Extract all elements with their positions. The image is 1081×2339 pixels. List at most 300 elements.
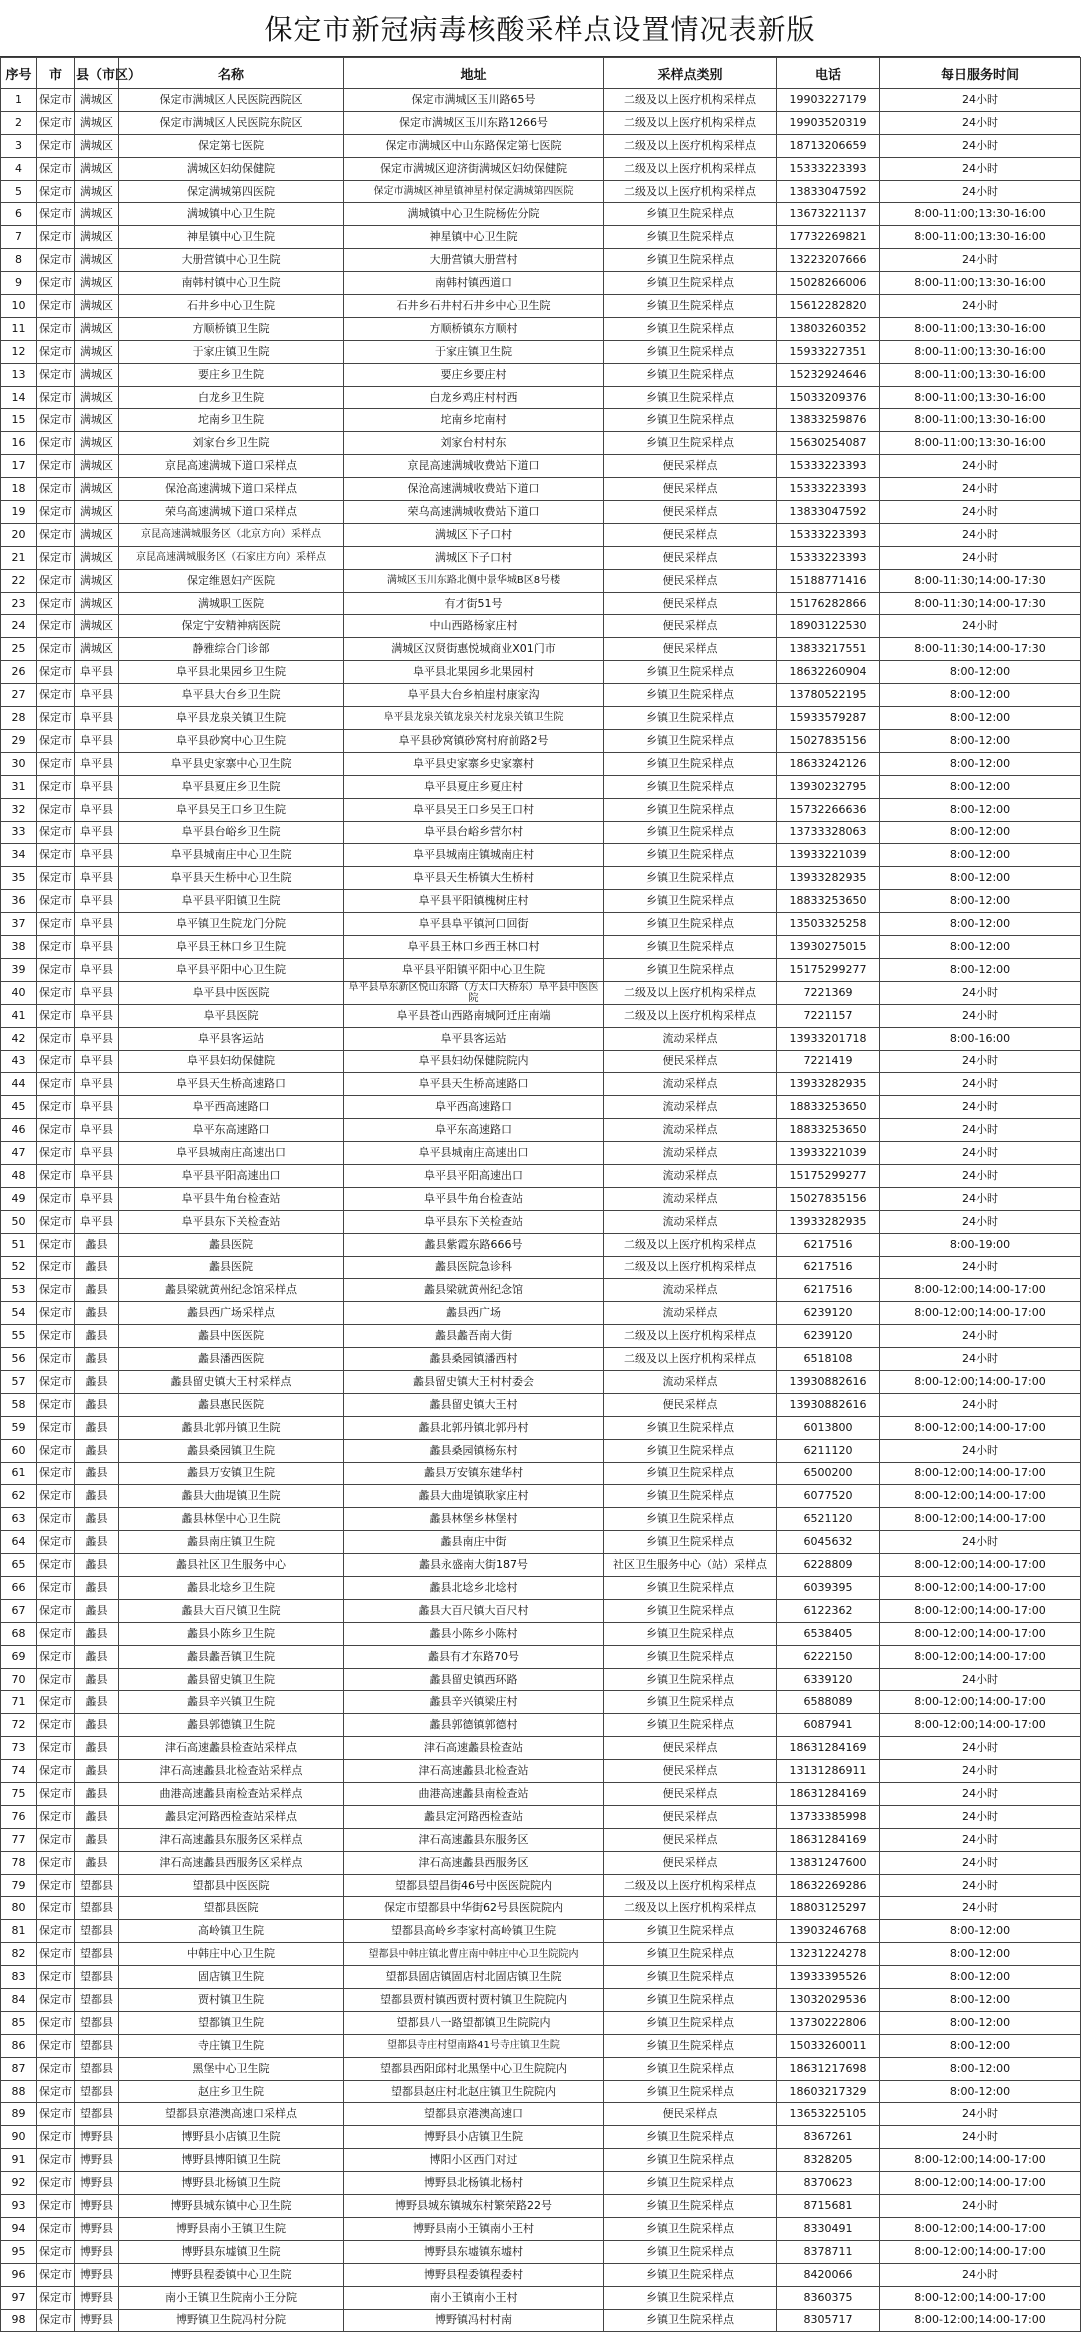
cell-hours: 24小时 <box>880 1073 1081 1096</box>
cell-hours: 8:00-12:00 <box>880 684 1081 707</box>
cell-name: 蠡县留史镇大王村采样点 <box>119 1370 344 1393</box>
cell-name: 蠡县医院 <box>119 1256 344 1279</box>
cell-address: 望都县贾村镇西贾村贾村镇卫生院院内 <box>344 1989 604 2012</box>
cell-hours: 8:00-12:00 <box>880 867 1081 890</box>
table-row <box>1 615 1081 638</box>
cell-type: 乡镇卫生院采样点 <box>604 432 777 455</box>
cell-name: 津石高速蠡县北检查站采样点 <box>119 1760 344 1783</box>
cell-hours: 8:00-12:00;14:00-17:00 <box>880 1462 1081 1485</box>
cell-address: 坨南乡坨南村 <box>344 409 604 432</box>
table-row <box>1 523 1081 546</box>
cell-county: 满城区 <box>75 455 119 478</box>
cell-address: 蠡县万安镇东建华村 <box>344 1462 604 1485</box>
cell-address: 阜平县妇幼保健院院内 <box>344 1050 604 1073</box>
cell-hours: 24小时 <box>880 1142 1081 1165</box>
table-row <box>1 661 1081 684</box>
cell-phone: 18713206659 <box>777 134 880 157</box>
cell-county: 蠡县 <box>75 1714 119 1737</box>
cell-city: 保定市 <box>37 2286 75 2309</box>
cell-hours: 24小时 <box>880 615 1081 638</box>
cell-city: 保定市 <box>37 111 75 134</box>
cell-phone: 6039395 <box>777 1577 880 1600</box>
cell-index: 65 <box>1 1554 37 1577</box>
table-row <box>1 1439 1081 1462</box>
cell-phone: 13933221039 <box>777 844 880 867</box>
cell-county: 阜平县 <box>75 867 119 890</box>
cell-address: 荣乌高速满城收费站下道口 <box>344 501 604 524</box>
cell-phone: 13930882616 <box>777 1393 880 1416</box>
cell-index: 51 <box>1 1233 37 1256</box>
cell-name: 保定宁安精神病医院 <box>119 615 344 638</box>
cell-city: 保定市 <box>37 1874 75 1897</box>
cell-county: 博野县 <box>75 2172 119 2195</box>
cell-type: 乡镇卫生院采样点 <box>604 295 777 318</box>
cell-county: 蠡县 <box>75 1279 119 1302</box>
cell-phone: 6045632 <box>777 1531 880 1554</box>
cell-address: 阜平县夏庄乡夏庄村 <box>344 775 604 798</box>
cell-phone: 13930275015 <box>777 935 880 958</box>
cell-city: 保定市 <box>37 455 75 478</box>
cell-city: 保定市 <box>37 638 75 661</box>
cell-index: 71 <box>1 1691 37 1714</box>
table-row <box>1 1668 1081 1691</box>
cell-phone: 6538405 <box>777 1622 880 1645</box>
cell-address: 阜平县天生桥高速路口 <box>344 1073 604 1096</box>
cell-index: 50 <box>1 1210 37 1233</box>
cell-type: 乡镇卫生院采样点 <box>604 1439 777 1462</box>
cell-address: 中山西路杨家庄村 <box>344 615 604 638</box>
cell-city: 保定市 <box>37 729 75 752</box>
cell-city: 保定市 <box>37 775 75 798</box>
cell-city: 保定市 <box>37 89 75 112</box>
cell-address: 蠡县小陈乡小陈村 <box>344 1622 604 1645</box>
cell-type: 乡镇卫生院采样点 <box>604 2011 777 2034</box>
cell-phone: 6222150 <box>777 1645 880 1668</box>
cell-hours: 8:00-11:00;13:30-16:00 <box>880 272 1081 295</box>
table-row <box>1 890 1081 913</box>
cell-county: 蠡县 <box>75 1577 119 1600</box>
cell-name: 阜平县天生桥高速路口 <box>119 1073 344 1096</box>
table-row <box>1 89 1081 112</box>
cell-hours: 8:00-12:00;14:00-17:00 <box>880 1599 1081 1622</box>
cell-phone: 18833253650 <box>777 1119 880 1142</box>
cell-city: 保定市 <box>37 203 75 226</box>
cell-hours: 24小时 <box>880 1119 1081 1142</box>
cell-name: 大册营镇中心卫生院 <box>119 249 344 272</box>
cell-type: 乡镇卫生院采样点 <box>604 340 777 363</box>
cell-index: 61 <box>1 1462 37 1485</box>
cell-name: 蠡县郭德镇卫生院 <box>119 1714 344 1737</box>
cell-city: 保定市 <box>37 958 75 981</box>
cell-phone: 15027835156 <box>777 729 880 752</box>
cell-type: 二级及以上医疗机构采样点 <box>604 157 777 180</box>
cell-name: 满城区妇幼保健院 <box>119 157 344 180</box>
cell-index: 19 <box>1 501 37 524</box>
cell-address: 博野县程委镇程委村 <box>344 2263 604 2286</box>
cell-phone: 13833047592 <box>777 501 880 524</box>
table-row <box>1 1119 1081 1142</box>
cell-index: 68 <box>1 1622 37 1645</box>
cell-name: 蠡县小陈乡卫生院 <box>119 1622 344 1645</box>
cell-city: 保定市 <box>37 615 75 638</box>
cell-county: 博野县 <box>75 2240 119 2263</box>
cell-phone: 15333223393 <box>777 455 880 478</box>
cell-county: 满城区 <box>75 478 119 501</box>
cell-hours: 8:00-12:00;14:00-17:00 <box>880 1416 1081 1439</box>
cell-index: 44 <box>1 1073 37 1096</box>
cell-name: 蠡县留史镇卫生院 <box>119 1668 344 1691</box>
cell-phone: 13933282935 <box>777 867 880 890</box>
cell-hours: 24小时 <box>880 1439 1081 1462</box>
cell-city: 保定市 <box>37 1279 75 1302</box>
table-row <box>1 844 1081 867</box>
cell-name: 于家庄镇卫生院 <box>119 340 344 363</box>
cell-city: 保定市 <box>37 2057 75 2080</box>
table-row <box>1 1050 1081 1073</box>
cell-name: 阜平县夏庄乡卫生院 <box>119 775 344 798</box>
cell-index: 53 <box>1 1279 37 1302</box>
cell-city: 保定市 <box>37 1073 75 1096</box>
cell-hours: 8:00-12:00 <box>880 1989 1081 2012</box>
cell-county: 博野县 <box>75 2217 119 2240</box>
table-row <box>1 157 1081 180</box>
cell-hours: 8:00-11:30;14:00-17:30 <box>880 638 1081 661</box>
cell-county: 望都县 <box>75 1966 119 1989</box>
cell-address: 阜平县北果园乡北果园村 <box>344 661 604 684</box>
title-bar <box>0 0 1080 57</box>
cell-hours: 8:00-12:00;14:00-17:00 <box>880 2309 1081 2332</box>
cell-type: 乡镇卫生院采样点 <box>604 363 777 386</box>
cell-type: 乡镇卫生院采样点 <box>604 890 777 913</box>
cell-address: 蠡县留史镇大王村 <box>344 1393 604 1416</box>
cell-city: 保定市 <box>37 409 75 432</box>
cell-index: 28 <box>1 707 37 730</box>
cell-county: 满城区 <box>75 501 119 524</box>
cell-name: 满城镇中心卫生院 <box>119 203 344 226</box>
table-row <box>1 1805 1081 1828</box>
cell-name: 静雅综合门诊部 <box>119 638 344 661</box>
cell-county: 蠡县 <box>75 1783 119 1806</box>
cell-phone: 15033260011 <box>777 2034 880 2057</box>
table-row <box>1 1622 1081 1645</box>
cell-phone: 18633242126 <box>777 752 880 775</box>
cell-county: 望都县 <box>75 1874 119 1897</box>
cell-name: 望都镇卫生院 <box>119 2011 344 2034</box>
cell-name: 方顺桥镇卫生院 <box>119 317 344 340</box>
cell-hours: 24小时 <box>880 1096 1081 1119</box>
cell-phone: 6211120 <box>777 1439 880 1462</box>
cell-name: 京昆高速满城服务区（北京方向）采样点 <box>119 523 344 546</box>
cell-name: 荣乌高速满城下道口采样点 <box>119 501 344 524</box>
cell-name: 蠡县梁就黄州纪念馆采样点 <box>119 1279 344 1302</box>
cell-type: 流动采样点 <box>604 1073 777 1096</box>
cell-type: 乡镇卫生院采样点 <box>604 935 777 958</box>
cell-type: 流动采样点 <box>604 1164 777 1187</box>
cell-city: 保定市 <box>37 2126 75 2149</box>
cell-phone: 19903227179 <box>777 89 880 112</box>
cell-type: 乡镇卫生院采样点 <box>604 1622 777 1645</box>
cell-name: 曲港高速蠡县南检查站采样点 <box>119 1783 344 1806</box>
cell-address: 望都县寺庄村望南路41号寺庄镇卫生院 <box>344 2034 604 2057</box>
table-row <box>1 1874 1081 1897</box>
cell-county: 阜平县 <box>75 707 119 730</box>
cell-address: 阜平县平阳镇槐树庄村 <box>344 890 604 913</box>
table-row <box>1 913 1081 936</box>
cell-county: 蠡县 <box>75 1760 119 1783</box>
cell-hours: 24小时 <box>880 2195 1081 2218</box>
cell-name: 阜平县天生桥中心卫生院 <box>119 867 344 890</box>
cell-name: 黑堡中心卫生院 <box>119 2057 344 2080</box>
cell-hours: 24小时 <box>880 1050 1081 1073</box>
cell-type: 乡镇卫生院采样点 <box>604 1714 777 1737</box>
cell-city: 保定市 <box>37 1645 75 1668</box>
cell-index: 64 <box>1 1531 37 1554</box>
cell-county: 博野县 <box>75 2126 119 2149</box>
cell-phone: 18803125297 <box>777 1897 880 1920</box>
cell-address: 阜平县东下关检查站 <box>344 1210 604 1233</box>
cell-type: 便民采样点 <box>604 478 777 501</box>
cell-name: 蠡县医院 <box>119 1233 344 1256</box>
cell-phone: 6013800 <box>777 1416 880 1439</box>
cell-address: 蠡县蠡吾南大街 <box>344 1325 604 1348</box>
cell-type: 乡镇卫生院采样点 <box>604 409 777 432</box>
cell-county: 满城区 <box>75 615 119 638</box>
cell-hours: 24小时 <box>880 478 1081 501</box>
cell-hours: 8:00-12:00;14:00-17:00 <box>880 2240 1081 2263</box>
cell-hours: 8:00-11:30;14:00-17:30 <box>880 592 1081 615</box>
cell-index: 34 <box>1 844 37 867</box>
cell-hours: 8:00-12:00;14:00-17:00 <box>880 2149 1081 2172</box>
cell-index: 97 <box>1 2286 37 2309</box>
table-row <box>1 1416 1081 1439</box>
cell-index: 81 <box>1 1920 37 1943</box>
cell-name: 阜平县平阳高速出口 <box>119 1164 344 1187</box>
cell-type: 乡镇卫生院采样点 <box>604 821 777 844</box>
cell-index: 21 <box>1 546 37 569</box>
cell-address: 满城区下子口村 <box>344 546 604 569</box>
cell-hours: 8:00-12:00 <box>880 2034 1081 2057</box>
cell-phone: 18833253650 <box>777 890 880 913</box>
cell-phone: 18833253650 <box>777 1096 880 1119</box>
cell-county: 满城区 <box>75 546 119 569</box>
table-row <box>1 386 1081 409</box>
cell-hours: 8:00-12:00 <box>880 2057 1081 2080</box>
table-row <box>1 180 1081 203</box>
cell-type: 乡镇卫生院采样点 <box>604 913 777 936</box>
table-row <box>1 2263 1081 2286</box>
cell-index: 57 <box>1 1370 37 1393</box>
cell-type: 便民采样点 <box>604 1050 777 1073</box>
cell-name: 保定满城第四医院 <box>119 180 344 203</box>
cell-address: 于家庄镇卫生院 <box>344 340 604 363</box>
cell-city: 保定市 <box>37 1897 75 1920</box>
cell-city: 保定市 <box>37 1302 75 1325</box>
cell-name: 蠡县南庄镇卫生院 <box>119 1531 344 1554</box>
cell-type: 便民采样点 <box>604 638 777 661</box>
cell-city: 保定市 <box>37 1439 75 1462</box>
cell-city: 保定市 <box>37 478 75 501</box>
cell-type: 二级及以上医疗机构采样点 <box>604 1233 777 1256</box>
cell-county: 蠡县 <box>75 1348 119 1371</box>
cell-hours: 24小时 <box>880 1164 1081 1187</box>
cell-hours: 8:00-11:00;13:30-16:00 <box>880 317 1081 340</box>
cell-phone: 13933395526 <box>777 1966 880 1989</box>
cell-hours: 8:00-12:00;14:00-17:00 <box>880 2217 1081 2240</box>
cell-county: 望都县 <box>75 1920 119 1943</box>
cell-phone: 18903122530 <box>777 615 880 638</box>
cell-county: 蠡县 <box>75 1393 119 1416</box>
cell-address: 保定市望都县中华街62号县医院院内 <box>344 1897 604 1920</box>
cell-index: 55 <box>1 1325 37 1348</box>
cell-type: 二级及以上医疗机构采样点 <box>604 180 777 203</box>
cell-index: 3 <box>1 134 37 157</box>
cell-hours: 8:00-11:00;13:30-16:00 <box>880 363 1081 386</box>
cell-address: 蠡县有才东路70号 <box>344 1645 604 1668</box>
table-row <box>1 729 1081 752</box>
cell-phone: 7221369 <box>777 981 880 1004</box>
cell-phone: 13733328063 <box>777 821 880 844</box>
cell-city: 保定市 <box>37 2217 75 2240</box>
cell-type: 便民采样点 <box>604 1828 777 1851</box>
cell-county: 阜平县 <box>75 958 119 981</box>
cell-type: 乡镇卫生院采样点 <box>604 2057 777 2080</box>
cell-name: 蠡县惠民医院 <box>119 1393 344 1416</box>
table-row <box>1 1462 1081 1485</box>
cell-phone: 15333223393 <box>777 546 880 569</box>
cell-index: 94 <box>1 2217 37 2240</box>
cell-index: 36 <box>1 890 37 913</box>
cell-index: 31 <box>1 775 37 798</box>
cell-type: 乡镇卫生院采样点 <box>604 1462 777 1485</box>
cell-county: 蠡县 <box>75 1554 119 1577</box>
cell-index: 91 <box>1 2149 37 2172</box>
cell-county: 阜平县 <box>75 1096 119 1119</box>
cell-index: 76 <box>1 1805 37 1828</box>
cell-address: 阜平县吴王口乡吴王口村 <box>344 798 604 821</box>
cell-index: 67 <box>1 1599 37 1622</box>
cell-index: 41 <box>1 1004 37 1027</box>
cell-city: 保定市 <box>37 1622 75 1645</box>
table-row <box>1 2126 1081 2149</box>
table-row <box>1 249 1081 272</box>
cell-phone: 15027835156 <box>777 1187 880 1210</box>
cell-county: 阜平县 <box>75 935 119 958</box>
table-row <box>1 1027 1081 1050</box>
cell-phone: 13803260352 <box>777 317 880 340</box>
header-index: 序号 <box>1 58 37 89</box>
table-row <box>1 272 1081 295</box>
cell-address: 阜平县牛角台检查站 <box>344 1187 604 1210</box>
cell-phone: 18631284169 <box>777 1737 880 1760</box>
cell-name: 蠡县定河路西检查站采样点 <box>119 1805 344 1828</box>
cell-type: 二级及以上医疗机构采样点 <box>604 111 777 134</box>
cell-index: 54 <box>1 1302 37 1325</box>
cell-address: 阜平县天生桥镇大生桥村 <box>344 867 604 890</box>
cell-city: 保定市 <box>37 2195 75 2218</box>
cell-phone: 15232924646 <box>777 363 880 386</box>
cell-city: 保定市 <box>37 272 75 295</box>
cell-address: 博野镇冯村村南 <box>344 2309 604 2332</box>
cell-phone: 18603217329 <box>777 2080 880 2103</box>
cell-hours: 8:00-11:00;13:30-16:00 <box>880 203 1081 226</box>
cell-address: 曲港高速蠡县南检查站 <box>344 1783 604 1806</box>
cell-city: 保定市 <box>37 180 75 203</box>
cell-phone: 18631217698 <box>777 2057 880 2080</box>
cell-hours: 8:00-12:00 <box>880 958 1081 981</box>
cell-hours: 8:00-12:00;14:00-17:00 <box>880 1577 1081 1600</box>
cell-hours: 8:00-11:30;14:00-17:30 <box>880 569 1081 592</box>
table-row <box>1 2057 1081 2080</box>
cell-county: 蠡县 <box>75 1462 119 1485</box>
cell-address: 阜平东高速路口 <box>344 1119 604 1142</box>
cell-city: 保定市 <box>37 1989 75 2012</box>
cell-hours: 8:00-12:00;14:00-17:00 <box>880 1279 1081 1302</box>
table-row <box>1 295 1081 318</box>
cell-county: 阜平县 <box>75 798 119 821</box>
table-row <box>1 958 1081 981</box>
cell-name: 贾村镇卫生院 <box>119 1989 344 2012</box>
sampling-point-table <box>0 57 1081 2332</box>
cell-address: 津石高速蠡县西服务区 <box>344 1851 604 1874</box>
cell-phone: 18632260904 <box>777 661 880 684</box>
table-row <box>1 1256 1081 1279</box>
cell-hours: 24小时 <box>880 249 1081 272</box>
cell-phone: 6339120 <box>777 1668 880 1691</box>
cell-hours: 24小时 <box>880 546 1081 569</box>
cell-city: 保定市 <box>37 2240 75 2263</box>
cell-city: 保定市 <box>37 1348 75 1371</box>
cell-index: 30 <box>1 752 37 775</box>
cell-name: 阜平县北果园乡卫生院 <box>119 661 344 684</box>
cell-type: 乡镇卫生院采样点 <box>604 317 777 340</box>
cell-index: 83 <box>1 1966 37 1989</box>
table-row <box>1 1233 1081 1256</box>
table-row <box>1 684 1081 707</box>
cell-city: 保定市 <box>37 1737 75 1760</box>
cell-type: 乡镇卫生院采样点 <box>604 684 777 707</box>
cell-hours: 8:00-16:00 <box>880 1027 1081 1050</box>
cell-address: 津石高速蠡县东服务区 <box>344 1828 604 1851</box>
cell-city: 保定市 <box>37 317 75 340</box>
cell-phone: 15933579287 <box>777 707 880 730</box>
table-row <box>1 1966 1081 1989</box>
cell-type: 乡镇卫生院采样点 <box>604 1531 777 1554</box>
cell-hours: 24小时 <box>880 981 1081 1004</box>
cell-county: 博野县 <box>75 2149 119 2172</box>
cell-index: 13 <box>1 363 37 386</box>
cell-phone: 15333223393 <box>777 478 880 501</box>
cell-hours: 24小时 <box>880 1668 1081 1691</box>
cell-county: 蠡县 <box>75 1737 119 1760</box>
cell-name: 博野县南小王镇卫生院 <box>119 2217 344 2240</box>
cell-index: 95 <box>1 2240 37 2263</box>
cell-city: 保定市 <box>37 2011 75 2034</box>
cell-address: 阜平西高速路口 <box>344 1096 604 1119</box>
cell-address: 神星镇中心卫生院 <box>344 226 604 249</box>
cell-hours: 8:00-12:00 <box>880 707 1081 730</box>
cell-address: 南韩村镇西道口 <box>344 272 604 295</box>
cell-name: 蠡县大百尺镇卫生院 <box>119 1599 344 1622</box>
cell-phone: 15188771416 <box>777 569 880 592</box>
cell-name: 蠡县社区卫生服务中心 <box>119 1554 344 1577</box>
cell-type: 便民采样点 <box>604 1393 777 1416</box>
cell-address: 要庄乡要庄村 <box>344 363 604 386</box>
cell-county: 蠡县 <box>75 1851 119 1874</box>
cell-county: 阜平县 <box>75 1142 119 1165</box>
cell-address: 阜平县王林口乡西王林口村 <box>344 935 604 958</box>
table-row <box>1 1508 1081 1531</box>
cell-index: 77 <box>1 1828 37 1851</box>
